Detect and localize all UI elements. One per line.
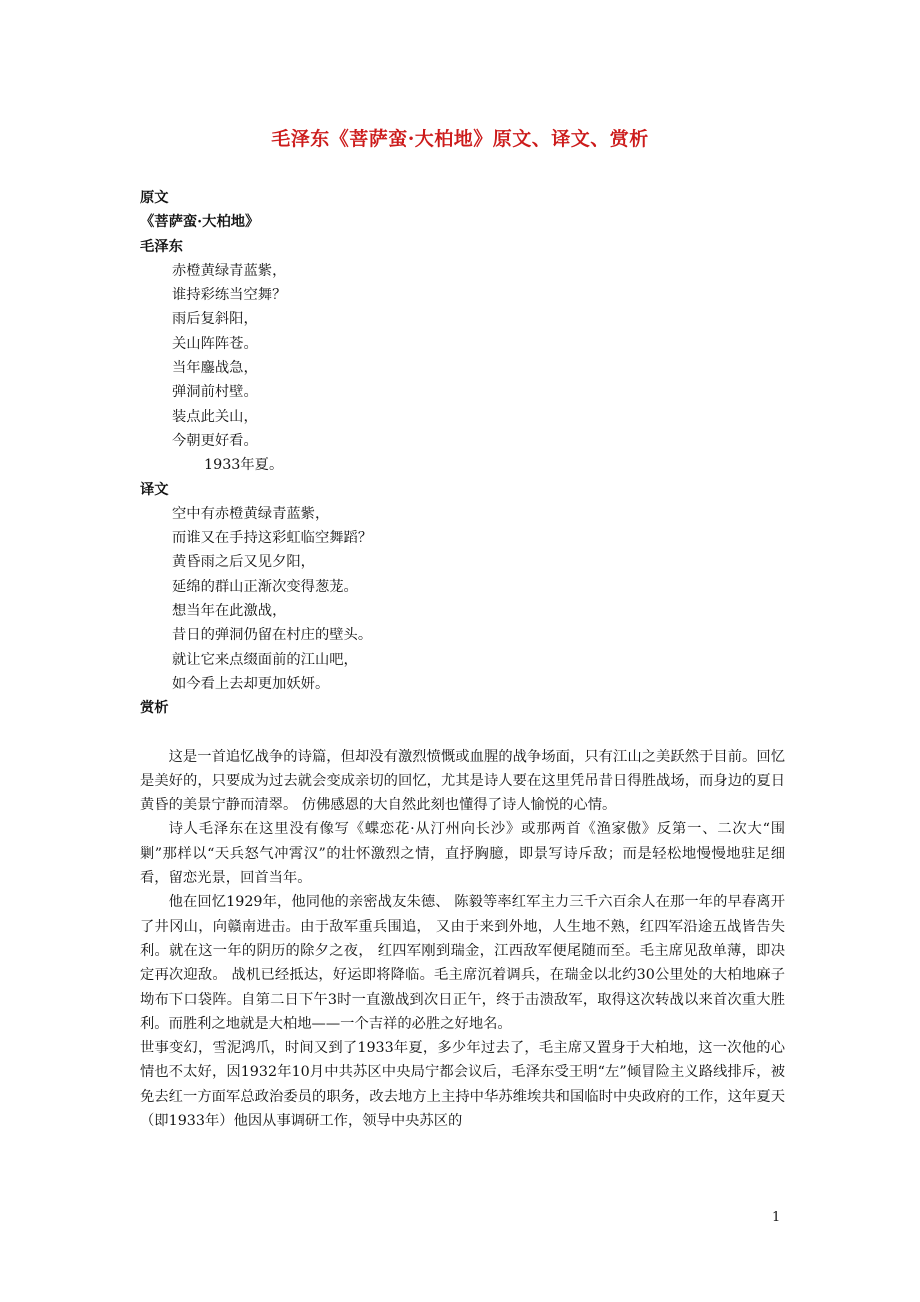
poem-line: 赤橙黄绿青蓝紫， xyxy=(172,262,287,279)
poem-line: 装点此关山， xyxy=(172,408,258,425)
analysis-paragraphs xyxy=(140,745,785,1134)
translation-lines xyxy=(140,502,785,696)
poem-title: 《菩萨蛮·大柏地》 xyxy=(140,214,260,231)
translation-line: 空中有赤橙黄绿青蓝紫， xyxy=(172,505,330,522)
translation-heading: 译文 xyxy=(140,481,169,498)
poem-line: 当年鏖战急， xyxy=(172,360,258,377)
translation-line: 想当年在此激战， xyxy=(172,603,287,620)
translation-line: 黄昏雨之后又见夕阳， xyxy=(172,554,315,571)
translation-line: 如今看上去却更加妖妍。 xyxy=(172,675,330,692)
poem-line: 雨后复斜阳， xyxy=(172,311,258,328)
translation-line: 昔日的弹洞仍留在村庄的壁头。 xyxy=(172,627,373,644)
section-spacer xyxy=(140,721,785,745)
page-number: 1 xyxy=(772,1210,781,1225)
analysis-heading: 赏析 xyxy=(140,700,169,717)
analysis-paragraph: 这是一首追忆战争的诗篇，但却没有激烈愤慨或血腥的战争场面，只有江山之美跃然于目前。回忆是美好的，只要成为过去就会变成亲切的回忆，尤其是诗人要在这里凭吊昔日得胜战场，而身边的夏日黄昏的美景宁静而清翠。 仿佛感恩的大自然此刻也懂得了诗人愉悦的心情。 xyxy=(140,748,785,814)
poem-date: 1933年夏。 xyxy=(204,457,284,474)
translation-line: 延绵的群山正渐次变得葱茏。 xyxy=(172,578,358,595)
poem-line: 谁持彩练当空舞？ xyxy=(172,287,287,304)
original-heading: 原文 xyxy=(140,190,169,206)
poem-line: 今朝更好看。 xyxy=(172,432,258,449)
analysis-paragraph: 诗人毛泽东在这里没有像写《蝶恋花·从汀州向长沙》或那两首《渔家傲》反第一、二次大“围剿”那样以“天兵怒气冲霄汉”的壮怀激烈之情，直抒胸臆，即景写诗斥敌；而是轻松地慢慢地驻足细看，留恋光景，回首当年。 xyxy=(140,821,785,887)
poem-line: 关山阵阵苍。 xyxy=(172,335,258,352)
poem-author: 毛泽东 xyxy=(140,238,183,255)
document-title: 毛泽东《菩萨蛮·大柏地》原文、译文、赏析 xyxy=(271,128,649,150)
analysis-paragraph: 他在回忆1929年，他同他的亲密战友朱德、 陈毅等率红军主力三千六百余人在那一年的早春离开了井冈山，向赣南进击。由于敌军重兵围追， 又由于来到外地，人生地不熟，红四军沿途五战皆告失利。就在这一年的阴历的除夕之夜， 红四军刚到瑞金，江西敌军便尾随而至。毛主席见敌单薄，即决定再次迎敌。 战机已经抵达，好运即将降临。毛主席沉着调兵，在瑞金以北约30公里处的大柏地麻子坳布下口袋阵。自第二日下午3时一直激战到次日正午，终于击溃敌军，取得这次转战以来首次重大胜利。而胜利之地就是大柏地——一个吉祥的必胜之好地名。 xyxy=(140,894,785,1032)
document-body xyxy=(140,186,785,1133)
translation-line: 就让它来点缀面前的江山吧， xyxy=(172,651,358,668)
poem-lines xyxy=(140,259,785,478)
analysis-paragraph: 世事变幻，雪泥鸿爪，时间又到了1933年夏，多少年过去了，毛主席又置身于大柏地，这一次他的心情也不太好，因1932年10月中共苏区中央局宁都会议后，毛泽东受王明“左”倾冒险主义路线排斥，被免去红一方面军总政治委员的职务，改去地方上主持中华苏维埃共和国临时中央政府的工作，这年夏天（即1933年）他因从事调研工作，领导中央苏区的 xyxy=(140,1040,785,1129)
translation-line: 而谁又在手持这彩虹临空舞蹈？ xyxy=(172,530,373,547)
poem-line: 弹洞前村壁。 xyxy=(172,384,258,401)
